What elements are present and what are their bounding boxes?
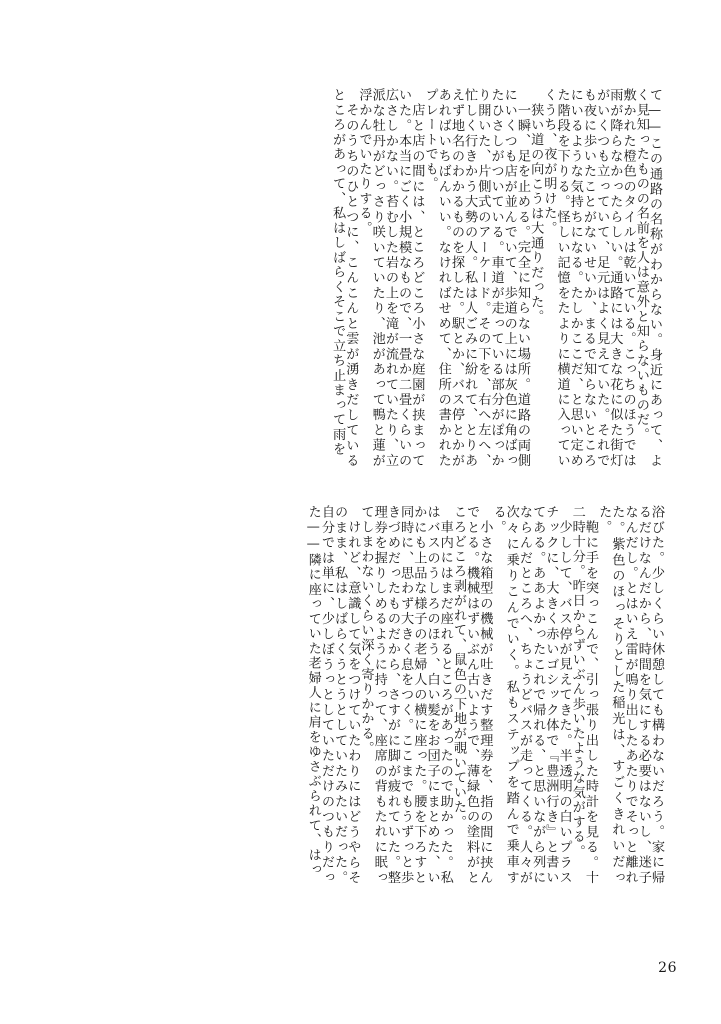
paragraph: 一瞬、足を止める。完全に知らない場所。道路の両側にいくつも店が並んでいて、歩道の上には灰色に角ばったひさしがついている。車道が走っている部分がぽっかり開いた、片側式のアーケード。その下を、右へ左へ、忙しく行きかう大勢の人。私は人ごみに紛れて、とりあえず地名のわかるものを探した。駅とか、バス停とかがあればいちばんいい。なければせめて、住所の書かれたプレートでも。 <box>422 88 530 468</box>
paragraph: 店と店の間には、ところどころ小さな庭園が挟まっていた。本当にごく小規模なもので、一畳か二畳くらいの広さしかない。苔むした岩の上を滝が流れていたり、立派な牡丹がどっさり咲いていたり、池があって鴨と蓮が浮かんでいたりする。 <box>356 88 425 468</box>
paragraph: そのうちのひとつに、こんこんと雲が湧きだしているところがあって、私はしばらくそこで立ち止まって雨を <box>330 88 359 468</box>
text-block-upper <box>58 88 661 468</box>
paragraph: 浴びた。少しくらい休憩しても構わないだろう。家に帰るだけなんだから、時間を気にする必要はないし、迷子なんだし。とはいえ雷が鳴り出したあたりでそっと離れた。紫色のほっそりとした稲光は、すごくきれいだった。 <box>596 505 664 885</box>
paragraph: 敷かれた橙色のタイルは乾いている。こっちのほうでは雨が降らなかったらしい。通路には大きな花に似た街灯がいくつも立っていて、足元はよく見えていた。それでも夜に歩いたことがないせいか、まるで知らないところにいるような気持ちになる。たしかここだ、と思い定めた階段を下りる。怪しい記憶をたよりに横道に入っていくうち、夜が明けた。 <box>541 88 636 468</box>
paragraph: 鞄に手を突っこんで、引っ張り出した時計を見る。十二時十分。昨日からずいぶん歩いたような気がする。 <box>569 505 598 885</box>
paragraph: 車内にはまだ座れるところがあったので助かった。私はバスのうしろのほう、白い髪をお団子にまとめた、いかにも上品な様子の老婦人の横に座った。腰を下ろすと同時に、思わず大きく息をつく。ここまでもうずっと歩きづめだったものだから、さすがに脚が疲れていた。整理券を握りしめるように持って、座席の背もたれに眠ってしまわないくらい深く寄りかかる。 <box>358 505 453 885</box>
paragraph: 少しして、バス停が見えてきた。半透明の白いプラスチックに、大きく赤いゴシック体で『豊洲行き』と書いてある。ああよかったこれで帰れる、と思いながら列にならんだところへ、ちょうどバスが走ってくる。人々が次々に乗りこんでいく。私もステップを踏んで乗車する。 <box>490 505 572 885</box>
page-number: 26 <box>658 960 677 976</box>
paragraph: 小さな箱型の機械が吐きだす整理券を、指の間に挟んでとる。機械はずいぶん古いようで、薄緑色の塗料がところどころ剥がれて、鼠色の下地が覗いていた。 <box>450 505 493 885</box>
paragraph: て——この通路の名称がわからない。身近にあって、よく見知ったものの名前を人は意外と知らないものだ。 <box>633 88 662 468</box>
text-block-lower <box>56 505 663 885</box>
paragraph: 狭い道の向こうは大通りだった。 <box>528 102 544 325</box>
paragraph: けれど、意識して気をつけていたわりにはどうやらそのまま、私はしばらくうとうとしていたみたいだった。自分では単に、少しぼうっとしていただけのつもりだった——隣に座っていた老婦人に肩をゆさぶられて、はっ <box>305 505 361 885</box>
